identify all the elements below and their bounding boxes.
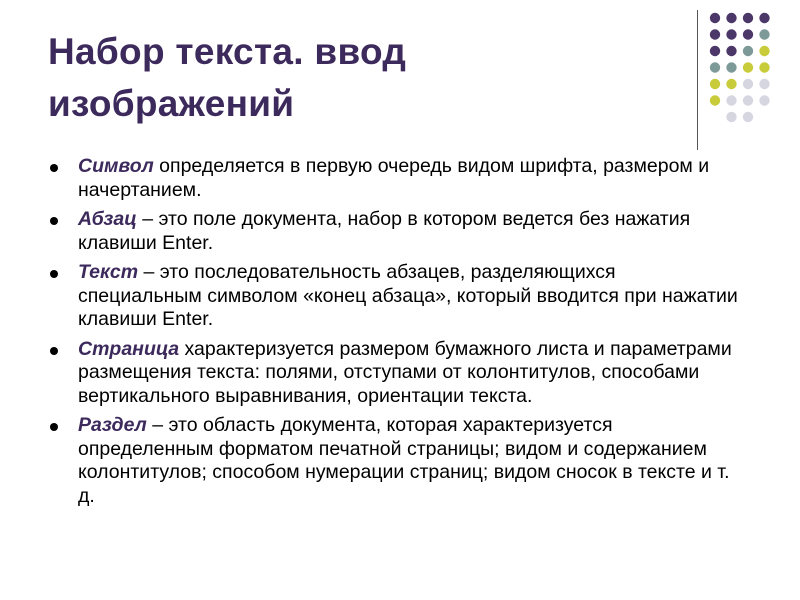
decorative-dot [726, 79, 736, 89]
bullet-icon [50, 347, 58, 355]
bullet-icon [50, 164, 58, 172]
term-label: Абзац [78, 208, 137, 230]
term-definition: характеризуется размером бумажного листа и параметрами размещения текста: полями, отступами от колонтитулов, способами вертикального выравнивания, ориентации текста. [78, 337, 732, 407]
decorative-dot [710, 29, 720, 39]
bullet-list [48, 155, 738, 514]
term-definition: – это область документа, которая характеризуется определенным форматом печатной страницы; видом и содержанием колонтитулов; способом нумерации страниц; видом сносок в тексте и т. д. [78, 414, 730, 507]
list-item [48, 208, 738, 255]
term-label: Страница [78, 337, 180, 360]
decorative-dot [759, 95, 769, 105]
bullet-icon [50, 270, 58, 278]
title-line-2: изображений [48, 83, 295, 124]
decorative-dot [726, 62, 736, 72]
decorative-dot [743, 13, 753, 23]
decorative-dot [759, 62, 769, 72]
decorative-dot [759, 79, 769, 89]
title-line-1: Набор текста. ввод [48, 31, 407, 72]
decorative-dot [726, 29, 736, 39]
decorative-dot [710, 13, 720, 23]
decorative-dot [726, 13, 736, 23]
decorative-dot [726, 112, 736, 122]
list-item [48, 261, 738, 332]
bullet-icon [50, 217, 58, 225]
decorative-dot [743, 62, 753, 72]
decorative-dot [726, 46, 736, 56]
vertical-divider [697, 10, 698, 150]
decorative-dot [743, 79, 753, 89]
list-item [48, 338, 738, 409]
term-definition: – это последовательность абзацев, разделяющихся специальным символом «конец абзаца», который вводится при нажатии клавиши Enter. [78, 261, 738, 330]
decorative-dot [743, 95, 753, 105]
term-label: Символ [78, 155, 154, 177]
decorative-dot [759, 13, 769, 23]
term-label: Текст [78, 261, 139, 283]
decorative-dot [710, 79, 720, 89]
decorative-dot [726, 95, 736, 105]
bullet-icon [50, 423, 58, 431]
list-item [48, 414, 738, 508]
decorative-dot-grid [709, 12, 775, 128]
decorative-dot [743, 112, 753, 122]
decorative-dot [710, 46, 720, 56]
decorative-dot [743, 29, 753, 39]
term-label: Раздел [78, 414, 147, 436]
decorative-dot [743, 46, 753, 56]
decorative-dot [759, 29, 769, 39]
slide-title [48, 26, 668, 130]
decorative-dot [710, 95, 720, 105]
decorative-dot [710, 62, 720, 72]
term-definition: определяется в первую очередь видом шрифта, размером и начертанием. [78, 155, 710, 201]
decorative-dot [759, 46, 769, 56]
term-definition: – это поле документа, набор в котором ведется без нажатия клавиши Enter. [78, 208, 691, 254]
list-item [48, 155, 738, 202]
